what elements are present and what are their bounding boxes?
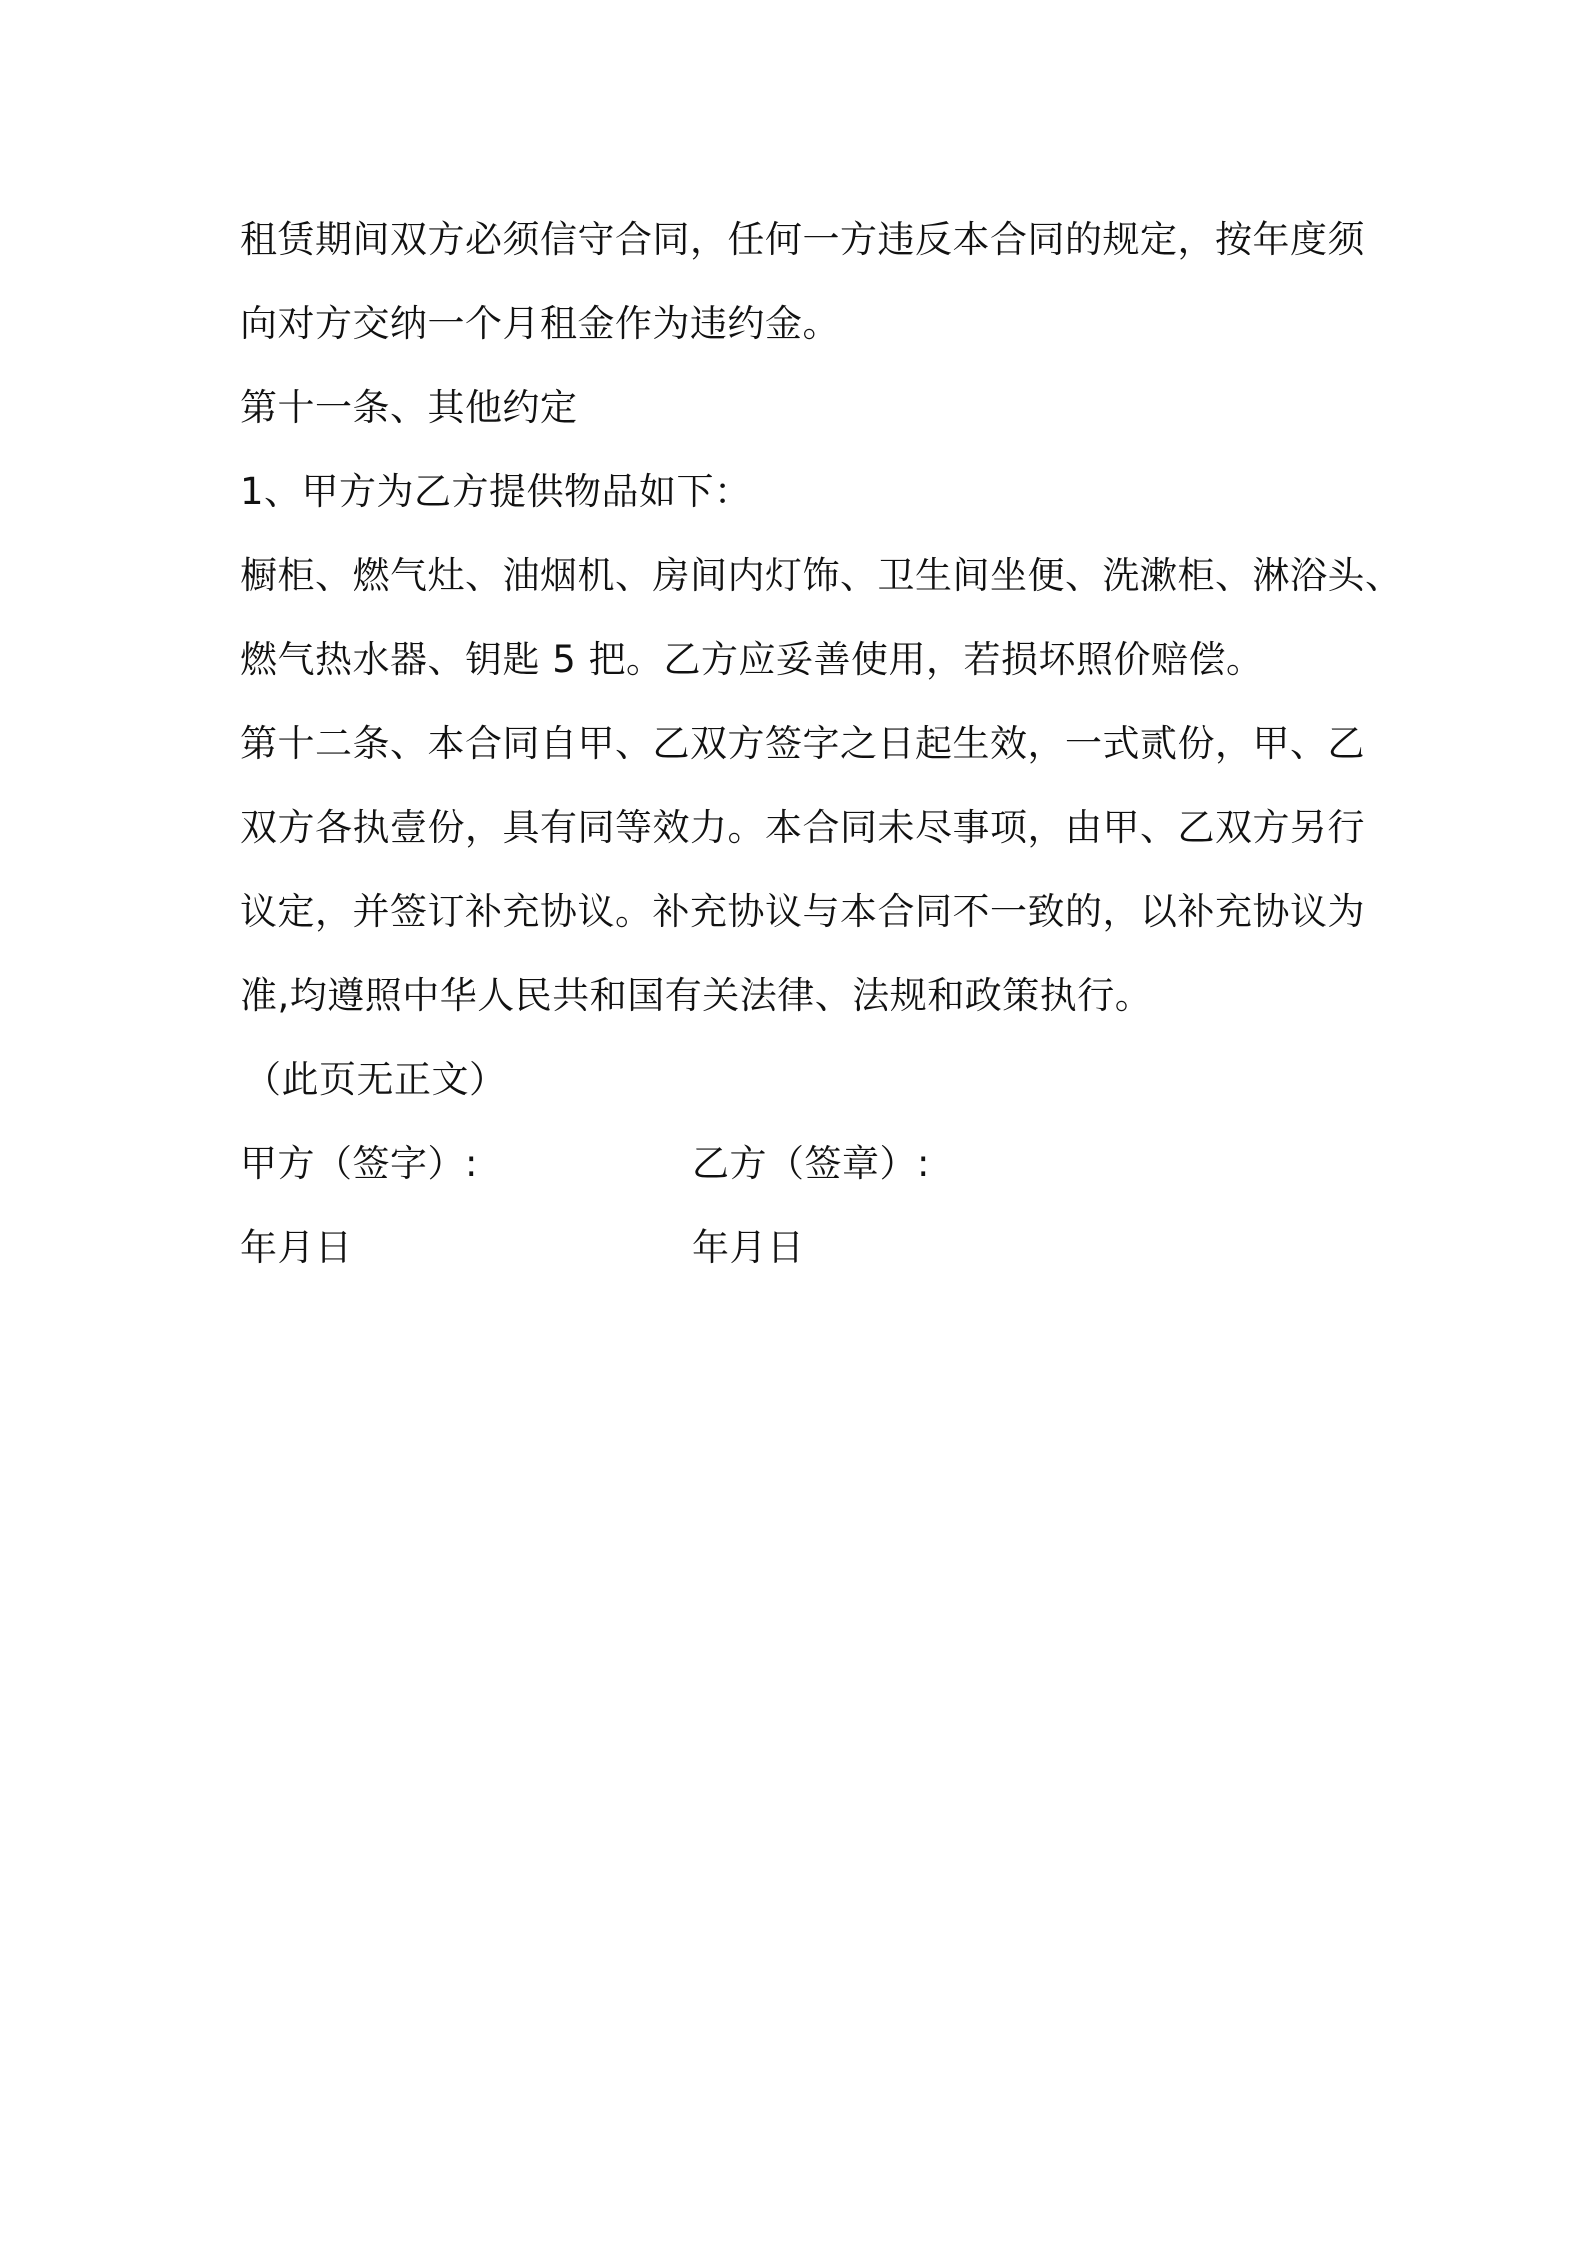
party-a-signature-label: 甲方（签字）: — [240, 1142, 478, 1185]
party-b-signature-label: 乙方（签章）: — [692, 1142, 930, 1185]
body-line: 租赁期间双方必须信守合同，任何一方违反本合同的规定，按年度须 — [240, 218, 1365, 261]
contract-body — [240, 198, 1403, 1290]
article-11-heading: 第十一条、其他约定 — [240, 386, 578, 429]
body-line: 向对方交纳一个月租金作为违约金。 — [240, 302, 840, 345]
body-line: 议定，并签订补充协议。补充协议与本合同不一致的，以补充协议为 — [240, 890, 1365, 933]
party-a-date: 年月日 — [240, 1226, 353, 1269]
body-line: 燃气热水器、钥匙 5 把。乙方应妥善使用，若损坏照价赔偿。 — [240, 638, 1264, 681]
item-1-heading: 1、甲方为乙方提供物品如下： — [240, 470, 752, 513]
article-12-line: 第十二条、本合同自甲、乙双方签字之日起生效，一式贰份，甲、乙 — [240, 722, 1365, 765]
body-line: 双方各执壹份，具有同等效力。本合同未尽事项，由甲、乙双方另行 — [240, 806, 1365, 849]
party-b-date: 年月日 — [692, 1226, 805, 1269]
signature-row — [240, 1122, 1360, 1206]
body-line: 准,均遵照中华人民共和国有关法律、法规和政策执行。 — [240, 974, 1153, 1017]
body-line: 橱柜、燃气灶、油烟机、房间内灯饰、卫生间坐便、洗漱柜、淋浴头、 — [240, 554, 1403, 597]
no-text-note: （此页无正文） — [244, 1058, 507, 1101]
date-row — [240, 1206, 1360, 1290]
